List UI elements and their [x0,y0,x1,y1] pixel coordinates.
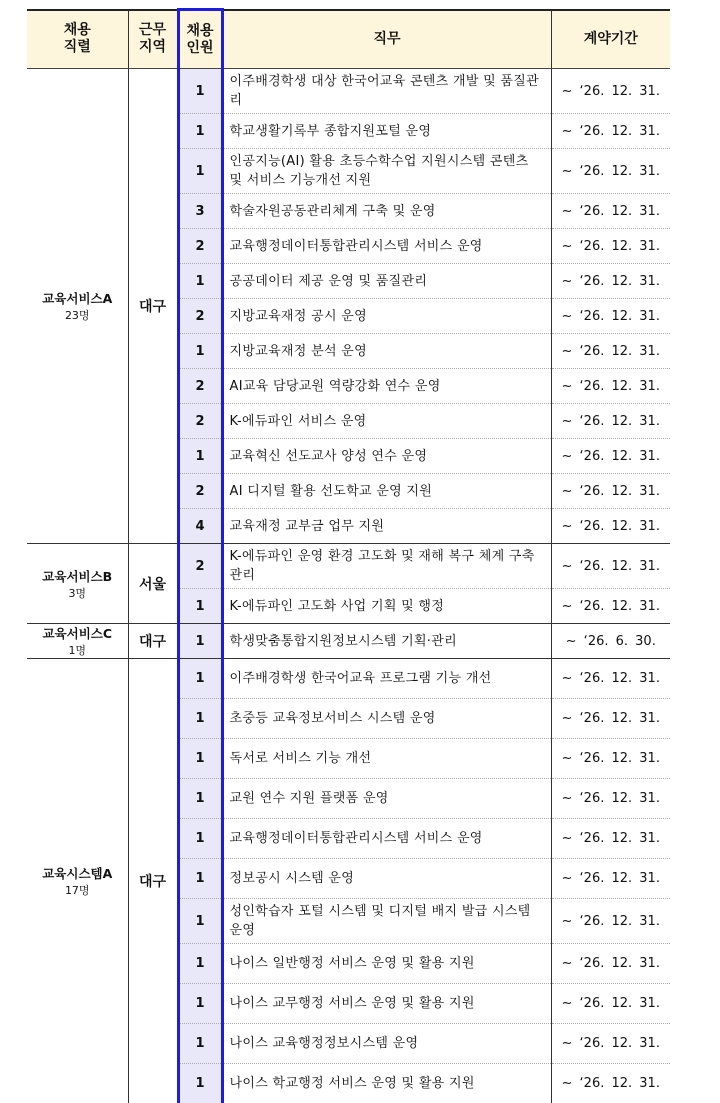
table-row [27,659,670,699]
job-series-name: 교육서비스B [42,569,112,584]
header-job-series: 채용 직렬 [27,10,128,69]
headcount: 2 [178,544,222,589]
work-location: 대구 [128,69,178,544]
contract-period: ~ ‘26. 12. 31. [551,659,670,699]
work-location: 대구 [128,624,178,659]
contract-period: ~ ‘26. 12. 31. [551,859,670,899]
duty: K-에듀파인 운영 환경 고도화 및 재해 복구 체계 구축 관리 [222,544,551,589]
headcount: 1 [178,1024,222,1064]
contract-period: ~ ‘26. 12. 31. [551,544,670,589]
duty: 지방교육재정 분석 운영 [222,334,551,369]
contract-period: ~ ‘26. 12. 31. [551,404,670,439]
job-series-name: 교육서비스C [42,626,112,641]
duty: K-에듀파인 고도화 사업 기획 및 행정 [222,589,551,624]
duty: 나이스 교육행정정보시스템 운영 [222,1024,551,1064]
duty: 나이스 학교행정 서비스 운영 및 활용 지원 [222,1064,551,1103]
header-headcount: 채용 인원 [178,10,222,69]
contract-period: ~ ‘26. 12. 31. [551,299,670,334]
duty: 학교생활기록부 종합지원포털 운영 [222,114,551,149]
headcount: 2 [178,369,222,404]
header-contract-period: 계약기간 [551,10,670,69]
contract-period: ~ ‘26. 12. 31. [551,589,670,624]
header-work-location: 근무 지역 [128,10,178,69]
contract-period: ~ ‘26. 12. 31. [551,819,670,859]
duty: 교원 연수 지원 플랫폼 운영 [222,779,551,819]
contract-period: ~ ‘26. 12. 31. [551,229,670,264]
header-duty: 직무 [222,10,551,69]
contract-period: ~ ‘26. 12. 31. [551,699,670,739]
contract-period: ~ ‘26. 6. 30. [551,624,670,659]
headcount: 1 [178,69,222,114]
duty: 정보공시 시스템 운영 [222,859,551,899]
headcount: 1 [178,739,222,779]
contract-period: ~ ‘26. 12. 31. [551,369,670,404]
job-series-cell [27,544,128,624]
contract-period: ~ ‘26. 12. 31. [551,194,670,229]
headcount: 1 [178,439,222,474]
headcount: 2 [178,474,222,509]
duty: 인공지능(AI) 활용 초등수학수업 지원시스템 콘텐츠 및 서비스 기능개선 지원 [222,149,551,194]
contract-period: ~ ‘26. 12. 31. [551,1064,670,1103]
contract-period: ~ ‘26. 12. 31. [551,899,670,944]
contract-period: ~ ‘26. 12. 31. [551,439,670,474]
job-series-count: 1명 [27,642,128,658]
duty: 지방교육재정 공시 운영 [222,299,551,334]
header-row [27,10,670,69]
headcount: 1 [178,859,222,899]
table-row [27,544,670,589]
contract-period: ~ ‘26. 12. 31. [551,69,670,114]
contract-period: ~ ‘26. 12. 31. [551,944,670,984]
job-series-name: 교육서비스A [42,291,112,306]
headcount: 1 [178,1064,222,1103]
contract-period: ~ ‘26. 12. 31. [551,984,670,1024]
duty: AI 디지털 활용 선도학교 운영 지원 [222,474,551,509]
headcount: 1 [178,699,222,739]
headcount: 1 [178,624,222,659]
headcount: 1 [178,114,222,149]
contract-period: ~ ‘26. 12. 31. [551,509,670,544]
headcount: 4 [178,509,222,544]
contract-period: ~ ‘26. 12. 31. [551,114,670,149]
work-location: 서울 [128,544,178,624]
headcount: 2 [178,299,222,334]
headcount: 2 [178,404,222,439]
duty: AI교육 담당교원 역량강화 연수 운영 [222,369,551,404]
job-series-count: 17명 [27,882,128,898]
duty: 교육혁신 선도교사 양성 연수 운영 [222,439,551,474]
headcount: 3 [178,194,222,229]
duty: 교육행정데이터통합관리시스템 서비스 운영 [222,229,551,264]
table-row [27,69,670,114]
job-series-name: 교육시스템A [42,866,112,881]
duty: 독서로 서비스 기능 개선 [222,739,551,779]
headcount: 1 [178,899,222,944]
duty: 초중등 교육정보서비스 시스템 운영 [222,699,551,739]
job-series-cell [27,659,128,1103]
headcount: 1 [178,944,222,984]
duty: 교육행정데이터통합관리시스템 서비스 운영 [222,819,551,859]
duty: 이주배경학생 한국어교육 프로그램 기능 개선 [222,659,551,699]
duty: 나이스 일반행정 서비스 운영 및 활용 지원 [222,944,551,984]
duty: 교육재정 교부금 업무 지원 [222,509,551,544]
contract-period: ~ ‘26. 12. 31. [551,149,670,194]
duty: 학생맞춤통합지원정보시스템 기획·관리 [222,624,551,659]
duty: 성인학습자 포털 시스템 및 디지털 배지 발급 시스템 운영 [222,899,551,944]
job-series-cell [27,69,128,544]
contract-period: ~ ‘26. 12. 31. [551,474,670,509]
duty: 나이스 교무행정 서비스 운영 및 활용 지원 [222,984,551,1024]
work-location: 대구 [128,659,178,1103]
contract-period: ~ ‘26. 12. 31. [551,1024,670,1064]
headcount: 2 [178,229,222,264]
headcount: 1 [178,659,222,699]
headcount: 1 [178,589,222,624]
contract-period: ~ ‘26. 12. 31. [551,334,670,369]
headcount: 1 [178,819,222,859]
contract-period: ~ ‘26. 12. 31. [551,264,670,299]
job-series-count: 23명 [27,307,128,323]
headcount: 1 [178,334,222,369]
headcount: 1 [178,264,222,299]
headcount: 1 [178,984,222,1024]
duty: 이주배경학생 대상 한국어교육 콘텐츠 개발 및 품질관리 [222,69,551,114]
headcount: 1 [178,779,222,819]
job-series-count: 3명 [27,585,128,601]
duty: 학술자원공동관리체계 구축 및 운영 [222,194,551,229]
duty: K-에듀파인 서비스 운영 [222,404,551,439]
contract-period: ~ ‘26. 12. 31. [551,739,670,779]
table-row [27,624,670,659]
headcount: 1 [178,149,222,194]
contract-period: ~ ‘26. 12. 31. [551,779,670,819]
duty: 공공데이터 제공 운영 및 품질관리 [222,264,551,299]
job-series-cell [27,624,128,659]
